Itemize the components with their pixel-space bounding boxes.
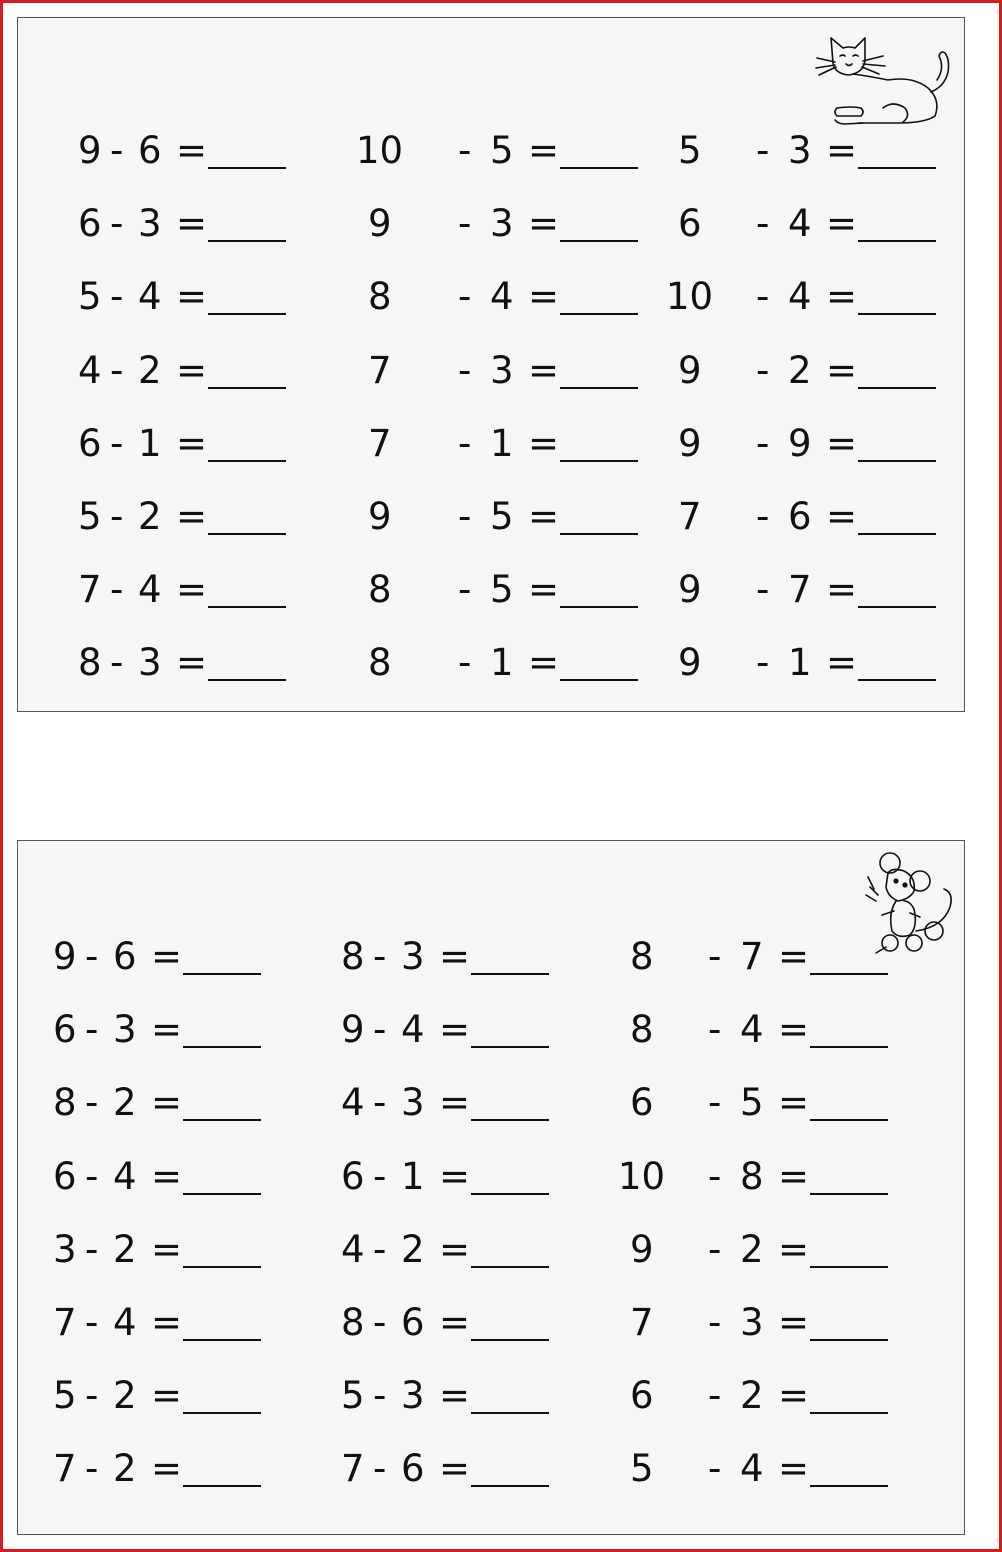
minuend: 5 bbox=[341, 1374, 365, 1418]
subtrahend: 3 bbox=[138, 641, 162, 685]
equals-sign: = bbox=[778, 1374, 810, 1418]
minus-sign: - bbox=[458, 202, 472, 246]
minus-sign: - bbox=[110, 641, 124, 685]
equals-sign: = bbox=[528, 568, 560, 612]
minus-sign: - bbox=[756, 129, 770, 172]
minuend: 6 bbox=[341, 1154, 365, 1198]
equals-sign: = bbox=[176, 129, 208, 172]
minuend: 7 bbox=[78, 568, 102, 612]
minuend: 4 bbox=[341, 1081, 365, 1125]
equals-sign: = bbox=[439, 1301, 471, 1344]
subtrahend: 3 bbox=[401, 1081, 425, 1125]
answer-blank[interactable] bbox=[471, 1339, 549, 1341]
equals-sign: = bbox=[151, 1227, 183, 1271]
subtrahend: 2 bbox=[113, 1227, 137, 1271]
minuend: 8 bbox=[630, 1008, 654, 1052]
equals-sign: = bbox=[778, 1447, 810, 1491]
answer-blank[interactable] bbox=[208, 533, 286, 535]
minuend: 4 bbox=[78, 348, 102, 392]
equals-sign: = bbox=[151, 1154, 183, 1198]
subtrahend: 1 bbox=[401, 1154, 425, 1198]
subtrahend: 2 bbox=[113, 1374, 137, 1418]
minus-sign: - bbox=[110, 568, 124, 612]
answer-blank[interactable] bbox=[810, 1339, 888, 1341]
minus-sign: - bbox=[373, 1081, 387, 1125]
equals-sign: = bbox=[826, 275, 858, 319]
minus-sign: - bbox=[458, 275, 472, 319]
subtrahend: 4 bbox=[788, 275, 812, 319]
answer-blank[interactable] bbox=[471, 973, 549, 975]
minuend: 5 bbox=[78, 495, 102, 538]
answer-blank[interactable] bbox=[208, 679, 286, 681]
answer-blank[interactable] bbox=[810, 1412, 888, 1414]
minus-sign: - bbox=[85, 1374, 99, 1418]
minuend: 7 bbox=[678, 495, 702, 538]
answer-blank[interactable] bbox=[560, 460, 638, 462]
subtrahend: 3 bbox=[113, 1008, 137, 1052]
minus-sign: - bbox=[373, 1154, 387, 1198]
equals-sign: = bbox=[826, 348, 858, 392]
minus-sign: - bbox=[708, 1447, 722, 1491]
worksheet-panel-2 bbox=[17, 840, 965, 1535]
subtrahend: 6 bbox=[401, 1301, 425, 1344]
answer-blank[interactable] bbox=[810, 1266, 888, 1268]
minus-sign: - bbox=[756, 275, 770, 319]
minus-sign: - bbox=[373, 1374, 387, 1418]
equals-sign: = bbox=[151, 1374, 183, 1418]
answer-blank[interactable] bbox=[183, 1412, 261, 1414]
answer-blank[interactable] bbox=[560, 313, 638, 315]
minuend: 7 bbox=[53, 1301, 77, 1344]
answer-blank[interactable] bbox=[471, 1119, 549, 1121]
minus-sign: - bbox=[85, 1154, 99, 1198]
minuend: 4 bbox=[341, 1227, 365, 1271]
minus-sign: - bbox=[373, 1447, 387, 1491]
answer-blank[interactable] bbox=[183, 1046, 261, 1048]
minus-sign: - bbox=[756, 641, 770, 685]
equals-sign: = bbox=[439, 1227, 471, 1271]
equals-sign: = bbox=[826, 495, 858, 538]
answer-blank[interactable] bbox=[183, 1485, 261, 1487]
equals-sign: = bbox=[176, 202, 208, 246]
minus-sign: - bbox=[756, 348, 770, 392]
equals-sign: = bbox=[826, 568, 858, 612]
subtrahend: 3 bbox=[401, 935, 425, 978]
minuend: 8 bbox=[368, 568, 392, 612]
minus-sign: - bbox=[458, 348, 472, 392]
minus-sign: - bbox=[85, 1301, 99, 1344]
subtrahend: 8 bbox=[740, 1154, 764, 1198]
answer-blank[interactable] bbox=[183, 1266, 261, 1268]
subtrahend: 4 bbox=[113, 1301, 137, 1344]
minuend: 6 bbox=[78, 421, 102, 465]
minuend: 9 bbox=[678, 348, 702, 392]
subtrahend: 1 bbox=[490, 641, 514, 685]
subtrahend: 5 bbox=[490, 495, 514, 538]
subtrahend: 3 bbox=[138, 202, 162, 246]
minus-sign: - bbox=[110, 202, 124, 246]
subtrahend: 1 bbox=[788, 641, 812, 685]
answer-blank[interactable] bbox=[858, 460, 936, 462]
equals-sign: = bbox=[151, 935, 183, 978]
equals-sign: = bbox=[778, 1154, 810, 1198]
subtrahend: 5 bbox=[490, 568, 514, 612]
answer-blank[interactable] bbox=[858, 606, 936, 608]
subtrahend: 4 bbox=[138, 275, 162, 319]
subtrahend: 4 bbox=[490, 275, 514, 319]
minus-sign: - bbox=[85, 935, 99, 978]
worksheet-panel-1 bbox=[17, 17, 965, 712]
answer-blank[interactable] bbox=[858, 240, 936, 242]
minus-sign: - bbox=[110, 275, 124, 319]
answer-blank[interactable] bbox=[471, 1193, 549, 1195]
minus-sign: - bbox=[756, 495, 770, 538]
minus-sign: - bbox=[85, 1227, 99, 1271]
equals-sign: = bbox=[826, 202, 858, 246]
minuend: 5 bbox=[678, 129, 702, 172]
minuend: 7 bbox=[341, 1447, 365, 1491]
minuend: 7 bbox=[368, 348, 392, 392]
minus-sign: - bbox=[458, 641, 472, 685]
answer-blank[interactable] bbox=[560, 240, 638, 242]
subtrahend: 4 bbox=[113, 1154, 137, 1198]
answer-blank[interactable] bbox=[183, 973, 261, 975]
answer-blank[interactable] bbox=[560, 679, 638, 681]
minuend: 6 bbox=[678, 202, 702, 246]
minus-sign: - bbox=[708, 1374, 722, 1418]
subtrahend: 3 bbox=[740, 1301, 764, 1344]
minuend: 5 bbox=[630, 1447, 654, 1491]
minuend: 7 bbox=[53, 1447, 77, 1491]
minuend: 8 bbox=[341, 935, 365, 978]
equals-sign: = bbox=[778, 1008, 810, 1052]
subtrahend: 4 bbox=[138, 568, 162, 612]
minus-sign: - bbox=[708, 1008, 722, 1052]
equals-sign: = bbox=[439, 935, 471, 978]
answer-blank[interactable] bbox=[208, 240, 286, 242]
subtrahend: 2 bbox=[740, 1227, 764, 1271]
minuend: 6 bbox=[53, 1154, 77, 1198]
minus-sign: - bbox=[110, 129, 124, 172]
equals-sign: = bbox=[176, 495, 208, 538]
answer-blank[interactable] bbox=[810, 1193, 888, 1195]
minuend: 7 bbox=[368, 421, 392, 465]
equals-sign: = bbox=[151, 1447, 183, 1491]
answer-blank[interactable] bbox=[560, 387, 638, 389]
minuend: 9 bbox=[678, 421, 702, 465]
minuend: 8 bbox=[368, 641, 392, 685]
equals-sign: = bbox=[176, 348, 208, 392]
equals-sign: = bbox=[528, 421, 560, 465]
subtrahend: 6 bbox=[788, 495, 812, 538]
minus-sign: - bbox=[373, 1227, 387, 1271]
minus-sign: - bbox=[708, 1154, 722, 1198]
equals-sign: = bbox=[176, 275, 208, 319]
minus-sign: - bbox=[458, 129, 472, 172]
subtrahend: 3 bbox=[490, 202, 514, 246]
answer-blank[interactable] bbox=[810, 1046, 888, 1048]
minuend: 9 bbox=[678, 641, 702, 685]
subtrahend: 4 bbox=[401, 1008, 425, 1052]
answer-blank[interactable] bbox=[858, 167, 936, 169]
equals-sign: = bbox=[826, 129, 858, 172]
minus-sign: - bbox=[373, 1008, 387, 1052]
minus-sign: - bbox=[756, 421, 770, 465]
answer-blank[interactable] bbox=[810, 1119, 888, 1121]
answer-blank[interactable] bbox=[810, 973, 888, 975]
equals-sign: = bbox=[176, 568, 208, 612]
minus-sign: - bbox=[85, 1081, 99, 1125]
subtrahend: 4 bbox=[740, 1008, 764, 1052]
equals-sign: = bbox=[439, 1447, 471, 1491]
subtrahend: 2 bbox=[401, 1227, 425, 1271]
minus-sign: - bbox=[110, 348, 124, 392]
mouse-drawing bbox=[858, 847, 963, 957]
subtrahend: 7 bbox=[788, 568, 812, 612]
minuend: 9 bbox=[78, 129, 102, 172]
minus-sign: - bbox=[110, 495, 124, 538]
minuend: 8 bbox=[53, 1081, 77, 1125]
equals-sign: = bbox=[439, 1374, 471, 1418]
subtrahend: 3 bbox=[401, 1374, 425, 1418]
answer-blank[interactable] bbox=[208, 387, 286, 389]
minuend: 8 bbox=[341, 1301, 365, 1344]
minus-sign: - bbox=[373, 1301, 387, 1344]
equals-sign: = bbox=[778, 1301, 810, 1344]
answer-blank[interactable] bbox=[471, 1412, 549, 1414]
equals-sign: = bbox=[176, 421, 208, 465]
subtrahend: 4 bbox=[740, 1447, 764, 1491]
answer-blank[interactable] bbox=[183, 1339, 261, 1341]
subtrahend: 4 bbox=[788, 202, 812, 246]
equals-sign: = bbox=[176, 641, 208, 685]
answer-blank[interactable] bbox=[183, 1193, 261, 1195]
subtrahend: 7 bbox=[740, 935, 764, 978]
answer-blank[interactable] bbox=[858, 313, 936, 315]
minuend: 6 bbox=[53, 1008, 77, 1052]
minuend: 9 bbox=[368, 495, 392, 538]
answer-blank[interactable] bbox=[208, 606, 286, 608]
equals-sign: = bbox=[439, 1008, 471, 1052]
minuend: 10 bbox=[618, 1154, 666, 1198]
subtrahend: 9 bbox=[788, 421, 812, 465]
minuend: 9 bbox=[53, 935, 77, 978]
equals-sign: = bbox=[151, 1008, 183, 1052]
minuend: 6 bbox=[78, 202, 102, 246]
equals-sign: = bbox=[826, 641, 858, 685]
subtrahend: 2 bbox=[113, 1081, 137, 1125]
minus-sign: - bbox=[756, 568, 770, 612]
answer-blank[interactable] bbox=[208, 460, 286, 462]
subtrahend: 5 bbox=[490, 129, 514, 172]
equals-sign: = bbox=[528, 495, 560, 538]
subtrahend: 1 bbox=[138, 421, 162, 465]
equals-sign: = bbox=[439, 1154, 471, 1198]
minus-sign: - bbox=[458, 421, 472, 465]
equals-sign: = bbox=[528, 202, 560, 246]
minuend: 7 bbox=[630, 1301, 654, 1344]
answer-blank[interactable] bbox=[560, 606, 638, 608]
equals-sign: = bbox=[528, 275, 560, 319]
minuend: 5 bbox=[53, 1374, 77, 1418]
subtrahend: 2 bbox=[138, 348, 162, 392]
cat-drawing bbox=[813, 28, 963, 128]
subtrahend: 6 bbox=[401, 1447, 425, 1491]
equals-sign: = bbox=[528, 641, 560, 685]
subtrahend: 2 bbox=[113, 1447, 137, 1491]
answer-blank[interactable] bbox=[560, 533, 638, 535]
answer-blank[interactable] bbox=[471, 1485, 549, 1487]
answer-blank[interactable] bbox=[183, 1119, 261, 1121]
minus-sign: - bbox=[85, 1008, 99, 1052]
equals-sign: = bbox=[439, 1081, 471, 1125]
minuend: 9 bbox=[678, 568, 702, 612]
answer-blank[interactable] bbox=[560, 167, 638, 169]
equals-sign: = bbox=[826, 421, 858, 465]
subtrahend: 6 bbox=[138, 129, 162, 172]
answer-blank[interactable] bbox=[858, 679, 936, 681]
minuend: 6 bbox=[630, 1374, 654, 1418]
minuend: 10 bbox=[356, 129, 404, 172]
answer-blank[interactable] bbox=[471, 1046, 549, 1048]
minus-sign: - bbox=[110, 421, 124, 465]
answer-blank[interactable] bbox=[858, 387, 936, 389]
minus-sign: - bbox=[708, 1227, 722, 1271]
answer-blank[interactable] bbox=[208, 167, 286, 169]
minuend: 5 bbox=[78, 275, 102, 319]
subtrahend: 5 bbox=[740, 1081, 764, 1125]
minus-sign: - bbox=[708, 1081, 722, 1125]
minus-sign: - bbox=[85, 1447, 99, 1491]
equals-sign: = bbox=[151, 1081, 183, 1125]
minus-sign: - bbox=[373, 935, 387, 978]
minus-sign: - bbox=[708, 935, 722, 978]
answer-blank[interactable] bbox=[810, 1485, 888, 1487]
subtrahend: 6 bbox=[113, 935, 137, 978]
minuend: 6 bbox=[630, 1081, 654, 1125]
minuend: 10 bbox=[666, 275, 714, 319]
answer-blank[interactable] bbox=[471, 1266, 549, 1268]
equals-sign: = bbox=[151, 1301, 183, 1344]
minus-sign: - bbox=[756, 202, 770, 246]
minuend: 8 bbox=[630, 935, 654, 978]
subtrahend: 2 bbox=[788, 348, 812, 392]
minuend: 9 bbox=[630, 1227, 654, 1271]
subtrahend: 2 bbox=[740, 1374, 764, 1418]
minuend: 8 bbox=[368, 275, 392, 319]
equals-sign: = bbox=[778, 1081, 810, 1125]
answer-blank[interactable] bbox=[858, 533, 936, 535]
minuend: 9 bbox=[341, 1008, 365, 1052]
subtrahend: 3 bbox=[490, 348, 514, 392]
equals-sign: = bbox=[528, 348, 560, 392]
minus-sign: - bbox=[458, 568, 472, 612]
subtrahend: 2 bbox=[138, 495, 162, 538]
minuend: 3 bbox=[53, 1227, 77, 1271]
equals-sign: = bbox=[778, 1227, 810, 1271]
subtrahend: 3 bbox=[788, 129, 812, 172]
minuend: 8 bbox=[78, 641, 102, 685]
equals-sign: = bbox=[528, 129, 560, 172]
subtrahend: 1 bbox=[490, 421, 514, 465]
answer-blank[interactable] bbox=[208, 313, 286, 315]
equals-sign: = bbox=[778, 935, 810, 978]
minuend: 9 bbox=[368, 202, 392, 246]
minus-sign: - bbox=[458, 495, 472, 538]
minus-sign: - bbox=[708, 1301, 722, 1344]
